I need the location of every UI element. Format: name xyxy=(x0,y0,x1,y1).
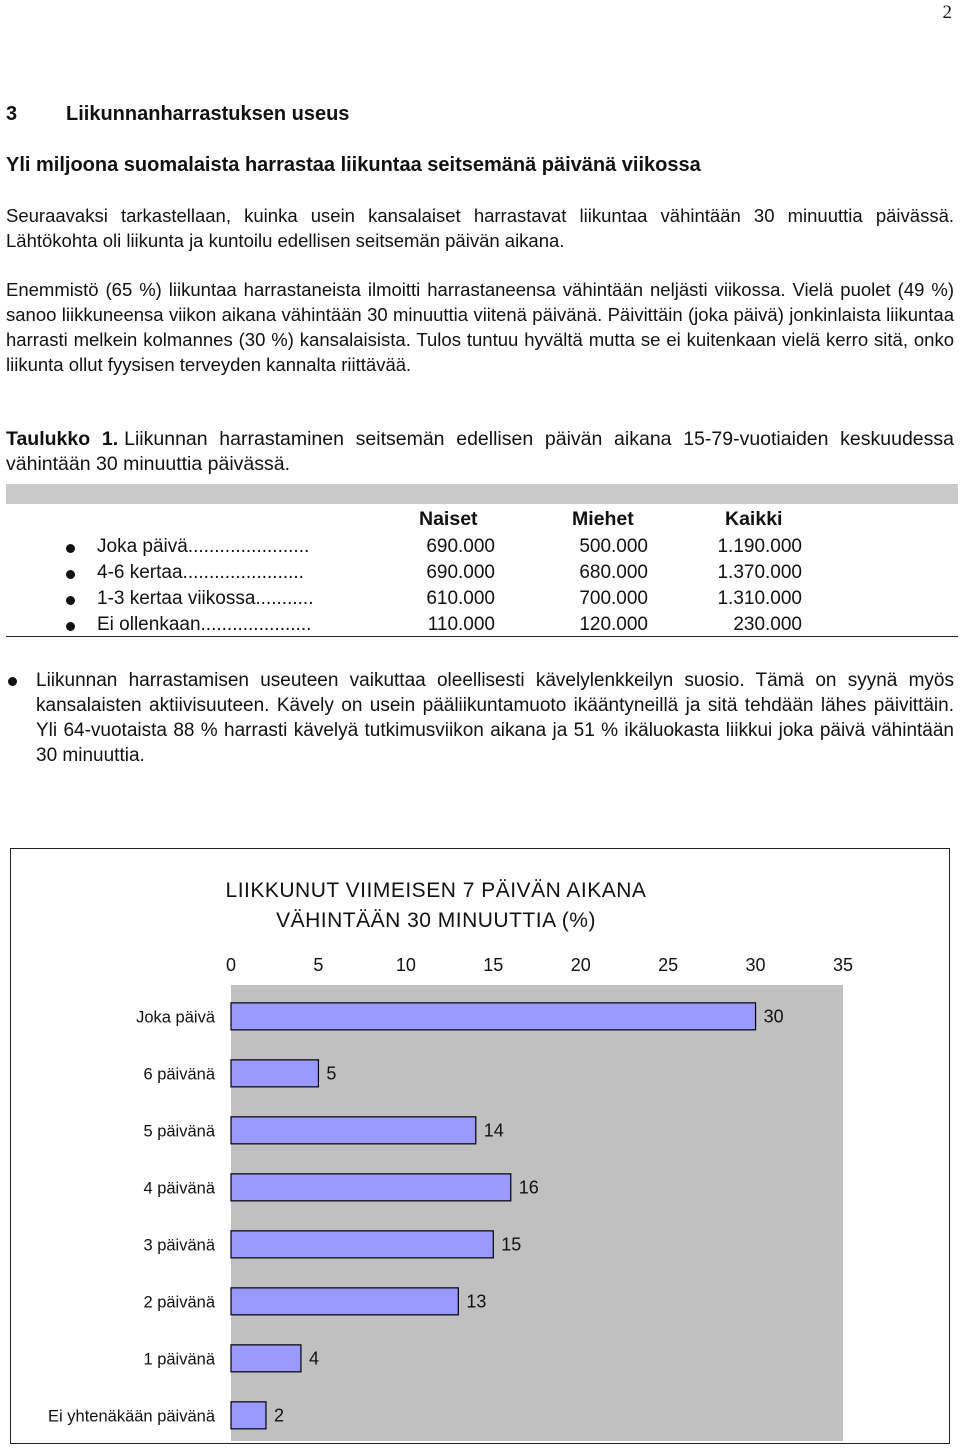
bar xyxy=(231,1117,476,1144)
bar xyxy=(231,1345,301,1372)
table-header-band xyxy=(6,484,958,504)
cell-kaikki: 1.190.000 xyxy=(717,536,802,557)
y-category-label: 4 päivänä xyxy=(143,1179,215,1198)
y-category-label: Ei yhtenäkään päivänä xyxy=(48,1407,215,1426)
bar-chart xyxy=(11,849,949,1443)
chart-title-line-2: VÄHINTÄÄN 30 MINUUTTIA (%) xyxy=(276,909,596,932)
x-tick-label: 0 xyxy=(225,955,237,975)
bar xyxy=(231,1402,266,1429)
section-title: Liikunnanharrastuksen useus xyxy=(66,103,350,125)
cell-kaikki: 1.310.000 xyxy=(717,588,802,609)
bar xyxy=(231,1174,511,1201)
data-label: 16 xyxy=(518,1177,539,1198)
subtitle: Yli miljoona suomalaista harrastaa liikuntaa seitsemänä päivänä viikossa xyxy=(6,154,701,176)
cell-naiset: 110.000 xyxy=(427,614,495,635)
bullet-icon xyxy=(8,677,17,686)
table-caption-text: Liikunnan harrastaminen seitsemän edellisen päivän aikana 15-79-vuotiaiden keskuudessa vähintään 30 minuuttia päivässä. xyxy=(6,428,954,475)
plot-area xyxy=(231,985,843,1441)
data-label: 2 xyxy=(273,1405,284,1426)
section-number: 3 xyxy=(6,103,18,125)
chart-frame xyxy=(10,848,950,1444)
paragraph-majority: Enemmistö (65 %) liikuntaa harrastaneista ilmoitti harrastaneensa vähintään neljästi viikossa. Vielä puolet (49 %) sanoo liikkuneensa viikon aikana vähintään 30 minuuttia viitenä päivänä. Päivittäin (joka päivä) jonkinlaista liikuntaa harrasti melkein kolmannes (30 %) kansalaisista. Tulos tuntuu hyvältä mutta se ei kuitenkaan vielä kerro sitä, onko liikunta ollut fyysisen terveyden kannalta riittävää. xyxy=(6,279,954,375)
y-category-label: 3 päivänä xyxy=(143,1236,215,1255)
bar xyxy=(231,1288,458,1315)
section-heading xyxy=(6,103,349,126)
chart-marks xyxy=(48,955,853,1441)
cell-miehet: 500.000 xyxy=(579,536,648,557)
cell-naiset: 610.000 xyxy=(426,588,495,609)
x-tick-label: 30 xyxy=(745,955,766,975)
x-tick-label: 5 xyxy=(313,955,324,975)
data-label: 13 xyxy=(466,1291,487,1312)
bullet-paragraph-text: Liikunnan harrastamisen useuteen vaikuttaa oleellisesti kävelylenkkeilyn suosio. Tämä on syynä myös kansalaisten aktiivisuuteen. Kävely on usein pääliikuntamuoto ikääntyneillä ja sitä tehdään lähes päivittäin. Yli 64-vuotaista 88 % harrasti kävelyä tutkimusviikon aikana ja 51 % ikäluokasta liikkui joka päivä vähintään 30 minuuttia. xyxy=(36,670,954,766)
table-bottom-rule xyxy=(6,636,958,637)
data-label: 14 xyxy=(483,1120,504,1141)
column-header-miehet: Miehet xyxy=(572,508,634,530)
paragraph-intro: Seuraavaksi tarkastellaan, kuinka usein kansalaiset harrastavat liikuntaa vähintään 30 minuuttia päivässä. Lähtökohta oli liikunta ja kuntoilu edellisen seitsemän päivän aikana. xyxy=(6,205,954,251)
bar xyxy=(231,1060,318,1087)
data-label: 4 xyxy=(308,1348,319,1369)
y-category-label: 2 päivänä xyxy=(143,1293,215,1312)
y-category-label: 1 päivänä xyxy=(143,1350,215,1369)
row-label: Ei ollenkaan..................... xyxy=(97,614,312,635)
cell-kaikki: 230.000 xyxy=(733,614,802,635)
row-label: 4-6 kertaa....................... xyxy=(97,562,304,583)
data-label: 5 xyxy=(326,1063,337,1084)
table-caption xyxy=(6,427,954,477)
cell-naiset: 690.000 xyxy=(426,562,495,583)
bullet-icon xyxy=(66,570,75,579)
bullet-icon xyxy=(66,622,75,631)
bar xyxy=(231,1003,756,1030)
page-number: 2 xyxy=(942,2,952,23)
cell-naiset: 690.000 xyxy=(426,536,495,557)
column-header-kaikki: Kaikki xyxy=(725,508,783,530)
x-tick-label: 20 xyxy=(570,955,591,975)
column-header-naiset: Naiset xyxy=(419,508,478,530)
y-category-label: 6 päivänä xyxy=(143,1065,215,1084)
y-category-label: 5 päivänä xyxy=(143,1122,215,1141)
cell-kaikki: 1.370.000 xyxy=(717,562,802,583)
bullet-icon xyxy=(66,544,75,553)
x-tick-label: 25 xyxy=(658,955,679,975)
data-label: 30 xyxy=(763,1006,784,1027)
bar xyxy=(231,1231,493,1258)
cell-miehet: 120.000 xyxy=(579,614,648,635)
y-category-label: Joka päivä xyxy=(136,1008,215,1027)
row-label: 1-3 kertaa viikossa........... xyxy=(97,588,314,609)
x-tick-label: 35 xyxy=(832,955,854,975)
cell-miehet: 700.000 xyxy=(579,588,648,609)
bullet-icon xyxy=(66,596,75,605)
cell-miehet: 680.000 xyxy=(579,562,648,583)
x-tick-label: 10 xyxy=(395,955,416,975)
row-label: Joka päivä....................... xyxy=(97,536,310,557)
data-label: 15 xyxy=(501,1234,522,1255)
x-tick-label: 15 xyxy=(483,955,504,975)
chart-title-line-1: LIIKKUNUT VIIMEISEN 7 PÄIVÄN AIKANA xyxy=(225,879,647,902)
table-caption-label: Taulukko 1. xyxy=(6,428,119,450)
